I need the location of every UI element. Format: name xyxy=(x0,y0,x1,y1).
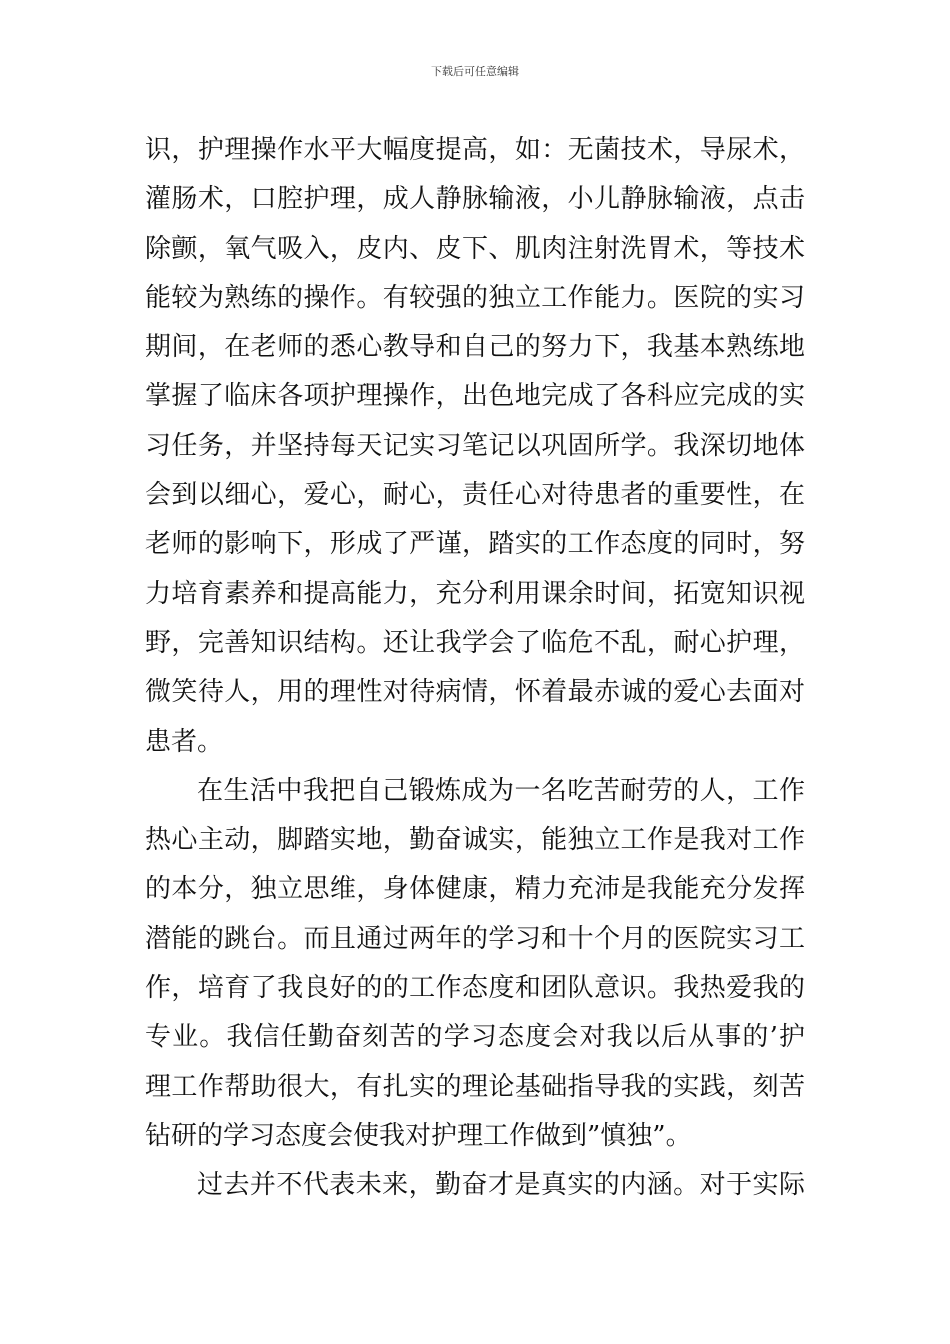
text-line: 理工作帮助很大，有扎实的理论基础指导我的实践，刻苦 xyxy=(145,1071,805,1102)
text-line: 力培育素养和提高能力，充分利用课余时间，拓宽知识视 xyxy=(145,578,805,609)
text-line: 热心主动，脚踏实地，勤奋诚实，能独立工作是我对工作 xyxy=(145,825,805,856)
text-line: 除颤，氧气吸入，皮内、皮下、肌肉注射洗胃术，等技术 xyxy=(145,233,805,264)
text-line: 灌肠术，口腔护理，成人静脉输液，小儿静脉输液，点击 xyxy=(145,184,805,215)
text-line: 识，护理操作水平大幅度提高，如：无菌技术，导尿术， xyxy=(145,135,805,165)
text-line: 过去并不代表未来，勤奋才是真实的内涵。对于实际 xyxy=(197,1170,805,1201)
text-line: 微笑待人，用的理性对待病情，怀着最赤诚的爱心去面对 xyxy=(145,677,805,708)
text-line: 掌握了临床各项护理操作，出色地完成了各科应完成的实 xyxy=(145,381,805,412)
paragraph-2 xyxy=(145,767,805,1161)
body-text xyxy=(145,126,805,1211)
text-line: 潜能的跳台。而且通过两年的学习和十个月的医院实习工 xyxy=(145,923,805,954)
text-line: 期间，在老师的悉心教导和自己的努力下，我基本熟练地 xyxy=(145,332,805,363)
text-line: 能较为熟练的操作。有较强的独立工作能力。医院的实习 xyxy=(145,282,805,313)
text-line: 钻研的学习态度会使我对护理工作做到”慎独”。 xyxy=(145,1120,692,1151)
text-line: 作，培育了我良好的的工作态度和团队意识。我热爱我的 xyxy=(145,973,805,1004)
text-line: 老师的影响下，形成了严谨，踏实的工作态度的同时，努 xyxy=(145,529,805,560)
text-line: 野，完善知识结构。还让我学会了临危不乱，耐心护理， xyxy=(145,627,805,658)
paragraph-3 xyxy=(145,1161,805,1210)
paragraph-1 xyxy=(145,126,805,767)
page-header: 下载后可任意编辑 xyxy=(431,65,519,78)
text-line: 专业。我信任勤奋刻苦的学习态度会对我以后从事的’护 xyxy=(145,1022,805,1053)
text-line: 习任务，并坚持每天记实习笔记以巩固所学。我深切地体 xyxy=(145,430,805,461)
text-line: 在生活中我把自己锻炼成为一名吃苦耐劳的人，工作 xyxy=(197,775,805,806)
text-line: 患者。 xyxy=(145,726,224,757)
text-line: 会到以细心，爱心，耐心，责任心对待患者的重要性，在 xyxy=(145,480,805,511)
text-line: 的本分，独立思维，身体健康，精力充沛是我能充分发挥 xyxy=(145,874,805,905)
